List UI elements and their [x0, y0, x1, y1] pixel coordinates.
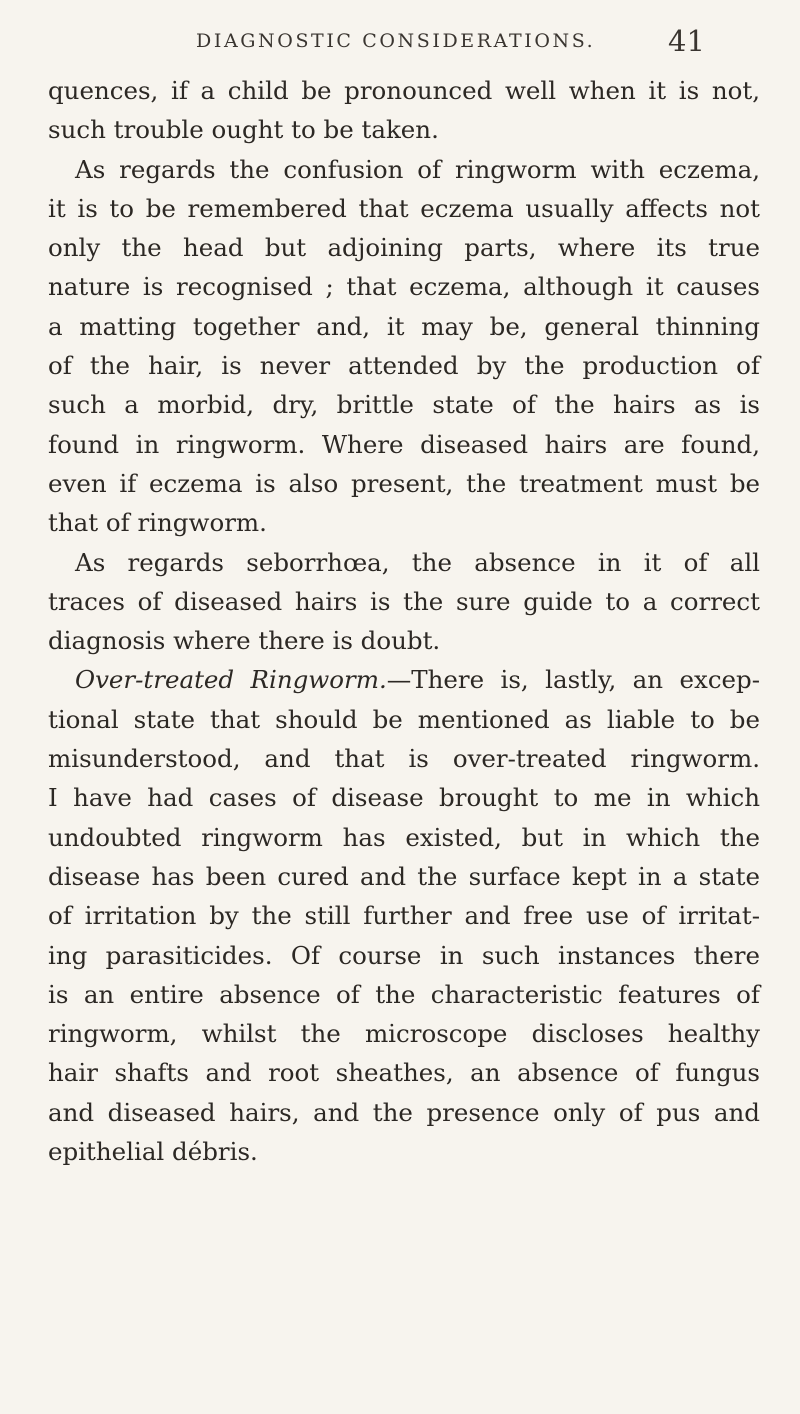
text-line: a matting together and, it may be, general thinning — [48, 311, 760, 341]
body-text — [48, 71, 760, 1171]
page-number: 41 — [668, 24, 705, 58]
text-line: ringworm, whilst the microscope discloses healthy — [48, 1019, 760, 1049]
text-line: disease has been cured and the surface kept in a state — [48, 861, 760, 891]
text-line: tional state that should be mentioned as liable to be — [48, 704, 760, 734]
text-line: it is to be remembered that eczema usually affects not — [48, 193, 760, 223]
text-line: that of ringworm. — [48, 508, 267, 538]
section-heading: Over-treated Ringworm. — [75, 665, 387, 695]
text-line: hair shafts and root sheathes, an absence of fungus — [48, 1058, 760, 1088]
text-line: and diseased hairs, and the presence only of pus and — [48, 1097, 760, 1127]
text-line: nature is recognised ; that eczema, although it causes — [48, 272, 760, 302]
text-line: traces of diseased hairs is the sure guide to a correct — [48, 586, 760, 616]
text-line: I have had cases of disease brought to me in which — [48, 783, 760, 813]
page-header — [0, 24, 800, 64]
text-line: of irritation by the still further and free use of irritat- — [48, 901, 760, 931]
text-line: epithelial débris. — [48, 1137, 258, 1167]
text-line-with-heading — [48, 660, 760, 699]
text-line: As regards seborrhœa, the absence in it of all — [75, 547, 760, 577]
text-line: such trouble ought to be taken. — [48, 115, 439, 145]
text-line: found in ringworm. Where diseased hairs are found, — [48, 429, 760, 459]
text-line-continuation: —There is, lastly, an excep- — [386, 665, 760, 695]
running-head: DIAGNOSTIC CONSIDERATIONS. — [196, 30, 596, 52]
text-line: of the hair, is never attended by the production of — [48, 351, 760, 381]
text-line: quences, if a child be pronounced well when it is not, — [48, 76, 760, 105]
text-line: As regards the confusion of ringworm with eczema, — [75, 154, 760, 184]
text-line: ing parasiticides. Of course in such instances there — [48, 940, 760, 970]
text-line: undoubted ringworm has existed, but in which the — [48, 822, 760, 852]
text-line: is an entire absence of the characteristic features of — [48, 979, 760, 1009]
text-line: diagnosis where there is doubt. — [48, 626, 441, 656]
text-line: misunderstood, and that is over-treated ringworm. — [48, 744, 760, 774]
text-line: only the head but adjoining parts, where its true — [48, 233, 760, 263]
text-line: even if eczema is also present, the treatment must be — [48, 468, 760, 498]
text-line: such a morbid, dry, brittle state of the hairs as is — [48, 390, 760, 420]
